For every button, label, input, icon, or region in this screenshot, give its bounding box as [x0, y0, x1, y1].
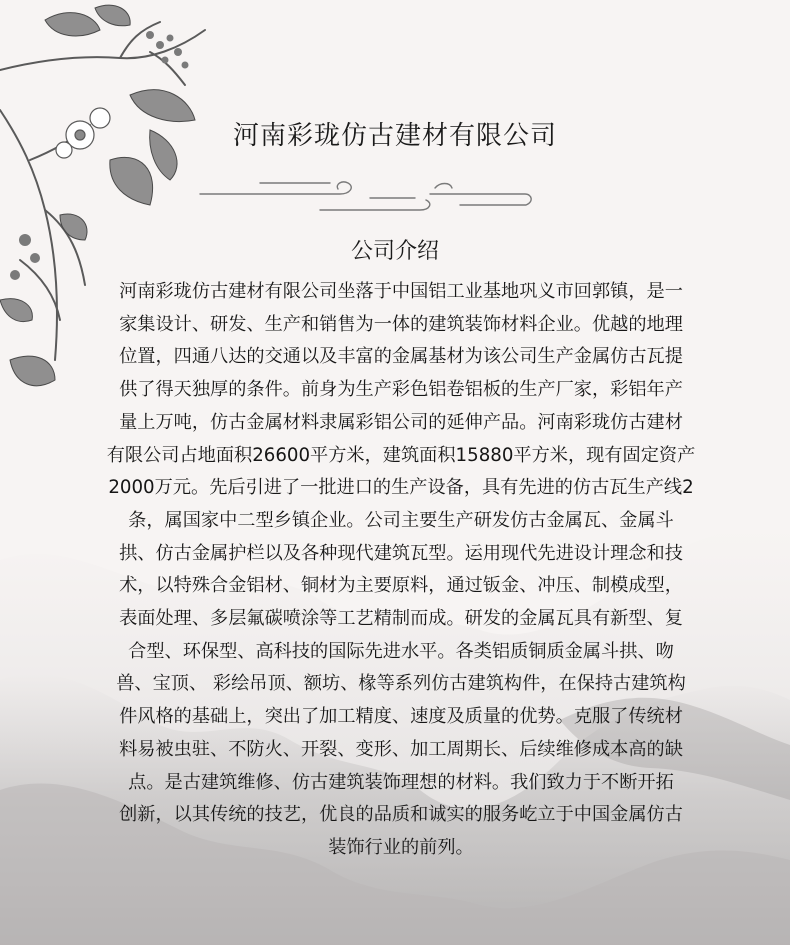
- intro-line: 料易被虫驻、不防火、开裂、变形、加工周期长、后续维修成本高的缺: [119, 738, 683, 760]
- intro-line: 2000万元。先后引进了一批进口的生产设备，具有先进的仿古瓦生产线2: [108, 477, 694, 499]
- intro-line: 创新，以其传统的技艺，优良的品质和诚实的服务屹立于中国金属仿古: [119, 804, 683, 826]
- intro-line: 兽、宝顶、 彩绘吊顶、额坊、椽等系列仿古建筑构件，在保持古建筑构: [116, 673, 686, 695]
- intro-line: 条，属国家中二型乡镇企业。公司主要生产研发仿古金属瓦、金属斗: [128, 509, 674, 531]
- intro-line: 河南彩珑仿古建材有限公司坐落于中国铝工业基地巩义市回郭镇，是一: [119, 281, 683, 302]
- intro-line: 件风格的基础上，突出了加工精度、速度及质量的优势。克服了传统材: [119, 706, 683, 728]
- intro-line: 家集设计、研发、生产和销售为一体的建筑装饰材料企业。优越的地理: [119, 313, 683, 335]
- intro-line: 供了得天独厚的条件。前身为生产彩色铝卷铝板的生产厂家，彩铝年产: [119, 379, 683, 401]
- intro-line: 有限公司占地面积26600平方米，建筑面积15880平方米，现有固定资产: [106, 444, 696, 466]
- intro-line: 位置，四通八达的交通以及丰富的金属基材为该公司生产金属仿古瓦提: [119, 346, 683, 368]
- intro-line: 装饰行业的前列。: [328, 836, 474, 858]
- company-title: 河南彩珑仿古建材有限公司: [232, 121, 557, 151]
- intro-line: 点。是古建筑维修、仿古建筑装饰理想的材料。我们致力于不断开拓: [128, 771, 674, 793]
- company-introduction: [86, 276, 716, 865]
- section-title: 公司介绍: [350, 239, 439, 264]
- intro-line: 合型、环保型、高科技的国际先进水平。各类铝质铜质金属斗拱、吻: [128, 640, 674, 662]
- intro-line: 表面处理、多层氟碳喷涂等工艺精制而成。研发的金属瓦具有新型、复: [119, 608, 683, 630]
- intro-line: 量上万吨，仿古金属材料隶属彩铝公司的延伸产品。河南彩珑仿古建材: [119, 411, 683, 433]
- intro-line: 拱、仿古金属护栏以及各种现代建筑瓦型。运用现代先进设计理念和技: [119, 542, 683, 564]
- cloud-wave-decoration: [190, 172, 540, 222]
- intro-line: 术，以特殊合金铝材、铜材为主要原料，通过钣金、冲压、制模成型，: [119, 575, 683, 597]
